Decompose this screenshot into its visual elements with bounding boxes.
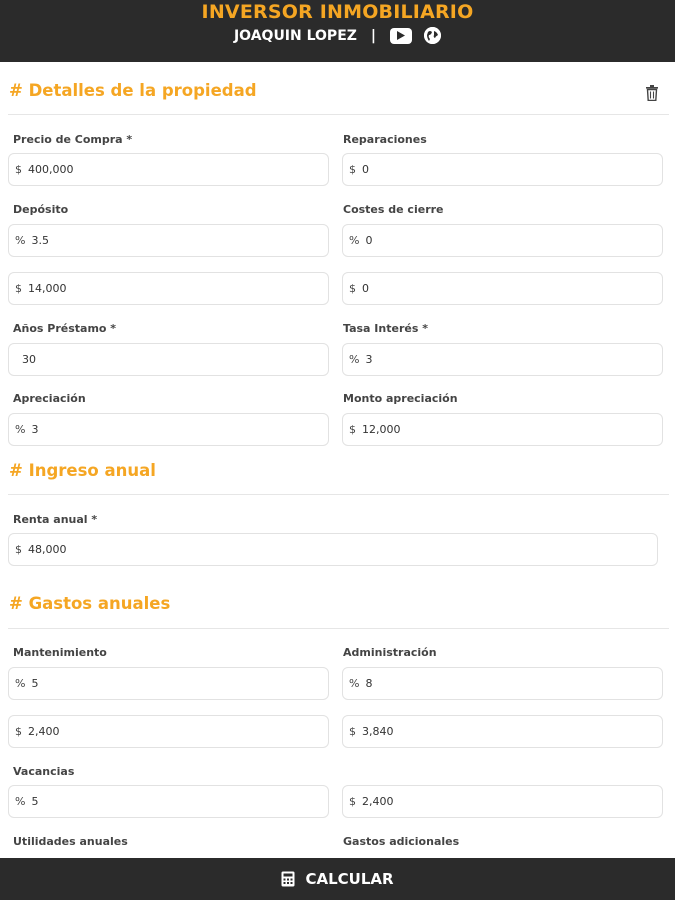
loan-years-value: 30 bbox=[22, 353, 36, 366]
currency-prefix: $ bbox=[15, 543, 22, 556]
section-divider bbox=[8, 114, 669, 115]
closing-percent-value: 0 bbox=[365, 234, 373, 247]
trash-icon[interactable] bbox=[645, 85, 659, 101]
calculate-button[interactable] bbox=[0, 858, 675, 900]
vacancy-percent-field[interactable] bbox=[8, 785, 329, 818]
annual-rent-label: Renta anual * bbox=[13, 513, 98, 526]
currency-prefix: $ bbox=[15, 282, 22, 295]
header-sub-row bbox=[0, 27, 675, 44]
administration-amount-field[interactable] bbox=[342, 715, 663, 748]
vacancy-label: Vacancias bbox=[13, 765, 75, 778]
purchase-price-field[interactable] bbox=[8, 153, 329, 186]
maintenance-amount-value: 2,400 bbox=[28, 725, 60, 738]
purchase-price-label: Precio de Compra * bbox=[13, 133, 133, 146]
appreciation-amount-label: Monto apreciación bbox=[343, 392, 458, 405]
header-separator: | bbox=[370, 27, 377, 44]
purchase-price-value: 400,000 bbox=[28, 163, 74, 176]
maintenance-amount-field[interactable] bbox=[8, 715, 329, 748]
appreciation-amount-field[interactable] bbox=[342, 413, 663, 446]
app-title: INVERSOR INMOBILIARIO bbox=[201, 1, 474, 23]
closing-amount-value: 0 bbox=[362, 282, 369, 295]
interest-rate-label: Tasa Interés * bbox=[343, 322, 428, 335]
deposit-amount-value: 14,000 bbox=[28, 282, 67, 295]
administration-percent-field[interactable] bbox=[342, 667, 663, 700]
youtube-icon[interactable] bbox=[390, 28, 412, 44]
deposit-percent-field[interactable] bbox=[8, 224, 329, 257]
deposit-percent-value: 3.5 bbox=[31, 234, 49, 247]
section-title-property: # Detalles de la propiedad bbox=[9, 81, 257, 100]
deposit-amount-field[interactable] bbox=[8, 272, 329, 305]
currency-prefix: $ bbox=[15, 163, 22, 176]
currency-prefix: $ bbox=[349, 282, 356, 295]
section-divider bbox=[8, 494, 669, 495]
percent-prefix: % bbox=[15, 234, 26, 247]
additional-expenses-label: Gastos adicionales bbox=[343, 835, 460, 848]
administration-amount-value: 3,840 bbox=[362, 725, 394, 738]
administration-label: Administración bbox=[343, 646, 437, 659]
section-divider bbox=[8, 628, 669, 629]
appreciation-field[interactable] bbox=[8, 413, 329, 446]
maintenance-label: Mantenimiento bbox=[13, 646, 107, 659]
vacancy-percent-value: 5 bbox=[31, 795, 39, 808]
percent-prefix: % bbox=[15, 795, 26, 808]
closing-costs-label: Costes de cierre bbox=[343, 203, 444, 216]
form-content bbox=[0, 62, 675, 858]
repairs-label: Reparaciones bbox=[343, 133, 427, 146]
section-title-income: # Ingreso anual bbox=[9, 461, 156, 480]
loan-years-label: Años Préstamo * bbox=[13, 322, 117, 335]
percent-prefix: % bbox=[349, 677, 360, 690]
calculator-icon bbox=[281, 871, 295, 887]
administration-percent-value: 8 bbox=[365, 677, 373, 690]
maintenance-percent-field[interactable] bbox=[8, 667, 329, 700]
deposit-label: Depósito bbox=[13, 203, 69, 216]
author-name: JOAQUIN LOPEZ bbox=[233, 27, 357, 44]
app-header bbox=[0, 0, 675, 62]
annual-rent-field[interactable] bbox=[8, 533, 658, 566]
currency-prefix: $ bbox=[349, 725, 356, 738]
percent-prefix: % bbox=[15, 677, 26, 690]
maintenance-percent-value: 5 bbox=[31, 677, 39, 690]
currency-prefix: $ bbox=[349, 795, 356, 808]
vacancy-amount-value: 2,400 bbox=[362, 795, 394, 808]
section-title-expenses: # Gastos anuales bbox=[9, 594, 171, 613]
globe-icon[interactable] bbox=[424, 27, 441, 44]
appreciation-amount-value: 12,000 bbox=[362, 423, 401, 436]
utilities-label: Utilidades anuales bbox=[13, 835, 128, 848]
appreciation-value: 3 bbox=[31, 423, 39, 436]
repairs-field[interactable] bbox=[342, 153, 663, 186]
closing-percent-field[interactable] bbox=[342, 224, 663, 257]
vacancy-amount-field[interactable] bbox=[342, 785, 663, 818]
closing-amount-field[interactable] bbox=[342, 272, 663, 305]
currency-prefix: $ bbox=[349, 423, 356, 436]
currency-prefix: $ bbox=[15, 725, 22, 738]
repairs-value: 0 bbox=[362, 163, 369, 176]
percent-prefix: % bbox=[349, 234, 360, 247]
annual-rent-value: 48,000 bbox=[28, 543, 67, 556]
interest-rate-value: 3 bbox=[365, 353, 373, 366]
percent-prefix: % bbox=[349, 353, 360, 366]
calculate-label: CALCULAR bbox=[305, 870, 394, 888]
currency-prefix: $ bbox=[349, 163, 356, 176]
interest-rate-field[interactable] bbox=[342, 343, 663, 376]
appreciation-label: Apreciación bbox=[13, 392, 86, 405]
loan-years-field[interactable] bbox=[8, 343, 329, 376]
percent-prefix: % bbox=[15, 423, 26, 436]
